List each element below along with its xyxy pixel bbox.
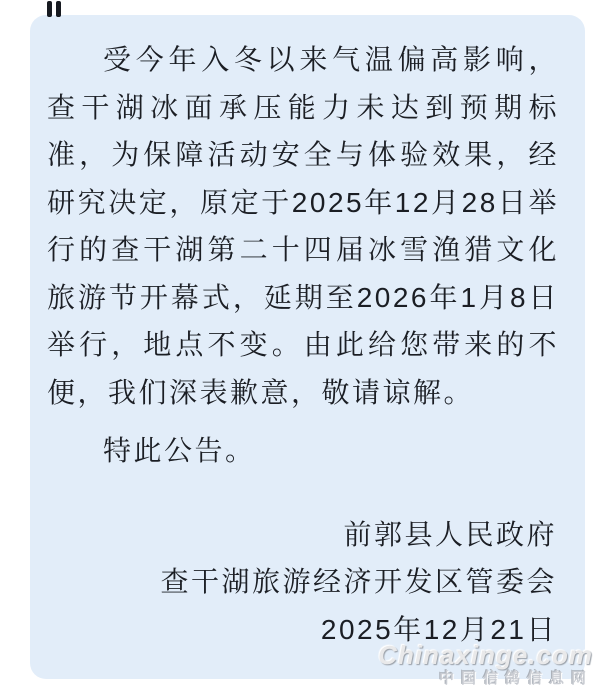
quote-bar-left [47,1,52,17]
watermark-caption: 中国信鸽信息网 [438,670,593,687]
quote-bar-right [56,1,61,17]
watermark-site-name: Chinaxinge.com [378,640,593,670]
announcement-paragraph-main: 受今年入冬以来气温偏高影响，查干湖冰面承压能力未达到预期标准，为保障活动安全与体验效果，经研究决定，原定于2025年12月28日举行的查干湖第二十四届冰雪渔猎文化旅游节开幕式，延期至2026年1月8日举行，地点不变。由此给您带来的不便，我们深表歉意，敬请谅解。 [47,44,559,408]
announcement-card [30,15,585,679]
signature-block [47,511,559,654]
signature-line-government: 前郭县人民政府 [343,518,557,550]
quote-icon [47,1,61,17]
announcement-paragraph-closing: 特此公告。 [103,435,256,466]
announcement-body [47,36,559,475]
announcement-date: 2025年12月21日 [320,613,557,645]
signature-line-committee: 查干湖旅游经济开发区管委会 [160,566,557,597]
